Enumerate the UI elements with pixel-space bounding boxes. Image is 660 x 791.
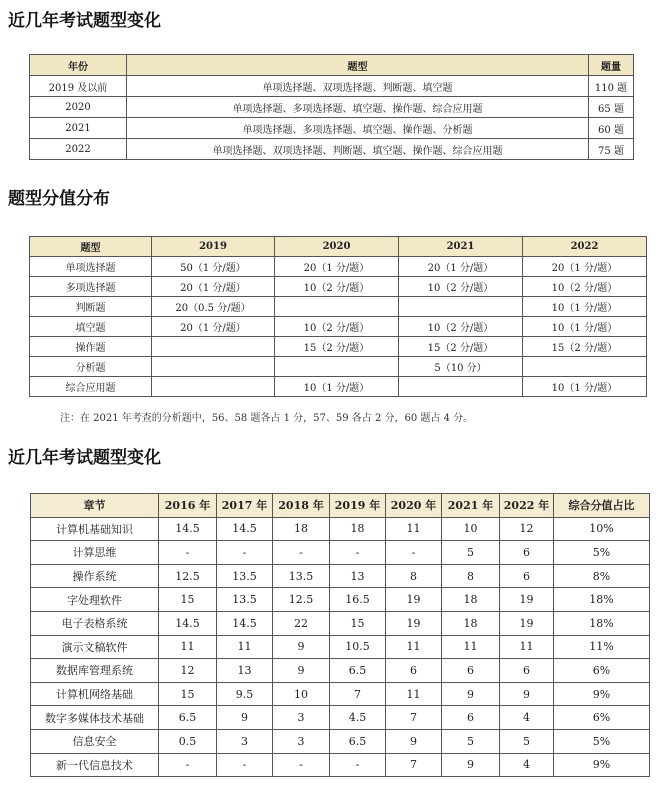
table-cell: 11: [159, 635, 217, 659]
table-cell: -: [386, 541, 442, 565]
table-cell: -: [273, 753, 330, 777]
table-cell: 9: [273, 659, 330, 683]
table-cell: 13.5: [217, 564, 273, 588]
table-cell: 6.5: [159, 706, 217, 730]
table-cell: 10（1 分/题）: [523, 297, 647, 317]
table-cell: 5: [500, 729, 554, 753]
table-row: [30, 337, 647, 357]
table-row: [31, 611, 650, 635]
chapter-score-table: [30, 493, 650, 777]
table-cell: 9: [273, 635, 330, 659]
section2-title: 题型分值分布: [8, 189, 110, 209]
table-cell: 14.5: [159, 517, 217, 541]
table-cell: [399, 297, 523, 317]
table-cell: 计算机网络基础: [31, 682, 159, 706]
table-cell: 13: [330, 564, 386, 588]
table-cell: 演示文稿软件: [31, 635, 159, 659]
table-cell: 13: [217, 659, 273, 683]
table-cell: 6: [386, 659, 442, 683]
table-cell: 15（2 分/题）: [399, 337, 523, 357]
table-cell: 10（2 分/题）: [399, 277, 523, 297]
table-cell: 2019 及以前: [30, 76, 127, 97]
table-cell: 20（1 分/题）: [523, 257, 647, 277]
table-cell: 60 题: [589, 118, 634, 139]
table-cell: 13.5: [217, 588, 273, 612]
table-cell: 4.5: [330, 706, 386, 730]
table-cell: 6: [500, 659, 554, 683]
table-cell: 单项选择题: [30, 257, 152, 277]
table-cell: 5%: [554, 729, 650, 753]
table-cell: 10（2 分/题）: [275, 277, 399, 297]
table-cell: 19: [500, 588, 554, 612]
table-cell: 10（1 分/题）: [523, 317, 647, 337]
table-cell: 6: [500, 564, 554, 588]
column-header: 2019: [152, 237, 275, 257]
table-cell: 3: [217, 729, 273, 753]
column-header: 2018 年: [273, 494, 330, 518]
table-cell: 9: [217, 706, 273, 730]
table-cell: 6: [500, 541, 554, 565]
table-cell: [275, 297, 399, 317]
table-cell: 11%: [554, 635, 650, 659]
table-row: [31, 588, 650, 612]
column-header: 题量: [589, 55, 634, 76]
table-cell: 操作系统: [31, 564, 159, 588]
table-cell: 12.5: [159, 564, 217, 588]
table-cell: 0.5: [159, 729, 217, 753]
table-cell: 10%: [554, 517, 650, 541]
table-cell: 13.5: [273, 564, 330, 588]
table-cell: 19: [386, 611, 442, 635]
column-header: 题型: [127, 55, 589, 76]
table-cell: 操作题: [30, 337, 152, 357]
table-cell: 单项选择题、多项选择题、填空题、操作题、分析题: [127, 118, 589, 139]
table-row: [30, 357, 647, 377]
table-row: [31, 564, 650, 588]
table-cell: 9.5: [217, 682, 273, 706]
table-cell: 4: [500, 706, 554, 730]
table-cell: 综合应用题: [30, 377, 152, 397]
table-row: [31, 706, 650, 730]
table-cell: 20（1 分/题）: [152, 277, 275, 297]
table-cell: 18: [330, 517, 386, 541]
column-header: 2022 年: [500, 494, 554, 518]
table-cell: -: [273, 541, 330, 565]
column-header: 2019 年: [330, 494, 386, 518]
table-cell: 5: [442, 541, 500, 565]
table-cell: 11: [442, 635, 500, 659]
column-header: 2021 年: [442, 494, 500, 518]
table-cell: [523, 357, 647, 377]
column-header: 2020 年: [386, 494, 442, 518]
table-cell: 字处理软件: [31, 588, 159, 612]
table-header-row: [31, 494, 650, 518]
table-cell: -: [330, 541, 386, 565]
table-row: [30, 317, 647, 337]
table-cell: 10（1 分/题）: [523, 377, 647, 397]
table-cell: 65 题: [589, 97, 634, 118]
table-cell: 11: [500, 635, 554, 659]
table-cell: 18%: [554, 588, 650, 612]
column-header: 综合分值占比: [554, 494, 650, 518]
column-header: 2020: [275, 237, 399, 257]
table-cell: 20（1 分/题）: [152, 317, 275, 337]
table-row: [31, 517, 650, 541]
table-row: [30, 277, 647, 297]
table-cell: 数字多媒体技术基础: [31, 706, 159, 730]
table-cell: [399, 377, 523, 397]
table-cell: 3: [273, 706, 330, 730]
table-cell: 5（10 分）: [399, 357, 523, 377]
column-header: 2016 年: [159, 494, 217, 518]
table-cell: 2021: [30, 118, 127, 139]
table-cell: -: [217, 753, 273, 777]
table-cell: [152, 337, 275, 357]
table-cell: [152, 357, 275, 377]
table-cell: 11: [386, 517, 442, 541]
table-cell: 18: [442, 611, 500, 635]
table-row: [31, 729, 650, 753]
table-row: [30, 118, 634, 139]
table-cell: 6.5: [330, 729, 386, 753]
table-row: [30, 377, 647, 397]
table-cell: 15: [159, 682, 217, 706]
table-cell: 8%: [554, 564, 650, 588]
table-cell: 15（2 分/题）: [523, 337, 647, 357]
table-cell: 15: [330, 611, 386, 635]
table-cell: [275, 357, 399, 377]
column-header: 2022: [523, 237, 647, 257]
table-cell: 16.5: [330, 588, 386, 612]
section1-title: 近几年考试题型变化: [8, 11, 161, 31]
table-cell: 计算思维: [31, 541, 159, 565]
table-row: [30, 76, 634, 97]
table-cell: 11: [386, 635, 442, 659]
table-row: [31, 541, 650, 565]
table-cell: 9: [442, 682, 500, 706]
table-cell: 9%: [554, 682, 650, 706]
table-cell: 14.5: [217, 611, 273, 635]
table-cell: 12.5: [273, 588, 330, 612]
table-cell: 6%: [554, 706, 650, 730]
table-cell: 单项选择题、双项选择题、判断题、填空题: [127, 76, 589, 97]
table-cell: 计算机基础知识: [31, 517, 159, 541]
table-cell: 3: [273, 729, 330, 753]
table-cell: 20（0.5 分/题）: [152, 297, 275, 317]
table-cell: 2022: [30, 139, 127, 160]
table-cell: 11: [217, 635, 273, 659]
table-cell: 9: [386, 729, 442, 753]
table-cell: 电子表格系统: [31, 611, 159, 635]
column-header: 2017 年: [217, 494, 273, 518]
table-header-row: [30, 55, 634, 76]
table-cell: 数据库管理系统: [31, 659, 159, 683]
table-cell: 19: [386, 588, 442, 612]
table-row: [31, 635, 650, 659]
table-cell: 8: [442, 564, 500, 588]
table-cell: 填空题: [30, 317, 152, 337]
table-cell: 10: [273, 682, 330, 706]
table-cell: -: [330, 753, 386, 777]
table-cell: 5%: [554, 541, 650, 565]
table-cell: 单项选择题、多项选择题、填空题、操作题、综合应用题: [127, 97, 589, 118]
table-note: 注：在 2021 年考查的分析题中，56、58 题各占 1 分，57、59 各占 2 分，60 题占 4 分。: [60, 413, 474, 424]
table-cell: 14.5: [217, 517, 273, 541]
table-cell: 18: [442, 588, 500, 612]
table-cell: 6: [442, 659, 500, 683]
table-row: [31, 659, 650, 683]
table-cell: [152, 377, 275, 397]
table-cell: 7: [330, 682, 386, 706]
table-cell: 18%: [554, 611, 650, 635]
table-cell: 20（1 分/题）: [399, 257, 523, 277]
table-row: [30, 97, 634, 118]
column-header: 题型: [30, 237, 152, 257]
table-cell: 11: [386, 682, 442, 706]
table-cell: 10（1 分/题）: [275, 377, 399, 397]
table-cell: 18: [273, 517, 330, 541]
table-cell: 10: [442, 517, 500, 541]
table-cell: 15（2 分/题）: [275, 337, 399, 357]
column-header: 年份: [30, 55, 127, 76]
score-distribution-table: [29, 236, 647, 397]
table-cell: 新一代信息技术: [31, 753, 159, 777]
table-cell: -: [217, 541, 273, 565]
table-cell: 分析题: [30, 357, 152, 377]
table-cell: 12: [500, 517, 554, 541]
table-row: [31, 753, 650, 777]
table-cell: 9%: [554, 753, 650, 777]
table-cell: 20（1 分/题）: [275, 257, 399, 277]
table-header-row: [30, 237, 647, 257]
table-cell: 22: [273, 611, 330, 635]
table-cell: 6: [442, 706, 500, 730]
table-cell: 10（2 分/题）: [275, 317, 399, 337]
table-cell: 7: [386, 753, 442, 777]
table-cell: 9: [500, 682, 554, 706]
section3-title: 近几年考试题型变化: [8, 448, 161, 468]
column-header: 2021: [399, 237, 523, 257]
table-row: [30, 139, 634, 160]
table-cell: 9: [442, 753, 500, 777]
table-cell: 判断题: [30, 297, 152, 317]
table-row: [30, 257, 647, 277]
table-cell: 信息安全: [31, 729, 159, 753]
column-header: 章节: [31, 494, 159, 518]
table-row: [30, 297, 647, 317]
table-cell: 7: [386, 706, 442, 730]
table-cell: 50（1 分/题）: [152, 257, 275, 277]
table-cell: 10.5: [330, 635, 386, 659]
table-cell: 10（2 分/题）: [399, 317, 523, 337]
table-cell: 4: [500, 753, 554, 777]
exam-type-change-table: [29, 54, 634, 160]
table-cell: 2020: [30, 97, 127, 118]
table-cell: 多项选择题: [30, 277, 152, 297]
table-row: [31, 682, 650, 706]
table-cell: 10（2 分/题）: [523, 277, 647, 297]
table-cell: 110 题: [589, 76, 634, 97]
table-cell: 单项选择题、双项选择题、判断题、填空题、操作题、综合应用题: [127, 139, 589, 160]
table-cell: 14.5: [159, 611, 217, 635]
table-cell: -: [159, 541, 217, 565]
table-cell: 8: [386, 564, 442, 588]
table-cell: 15: [159, 588, 217, 612]
table-cell: 75 题: [589, 139, 634, 160]
table-cell: 5: [442, 729, 500, 753]
table-cell: 19: [500, 611, 554, 635]
table-cell: 6%: [554, 659, 650, 683]
table-cell: 6.5: [330, 659, 386, 683]
table-cell: 12: [159, 659, 217, 683]
table-cell: -: [159, 753, 217, 777]
